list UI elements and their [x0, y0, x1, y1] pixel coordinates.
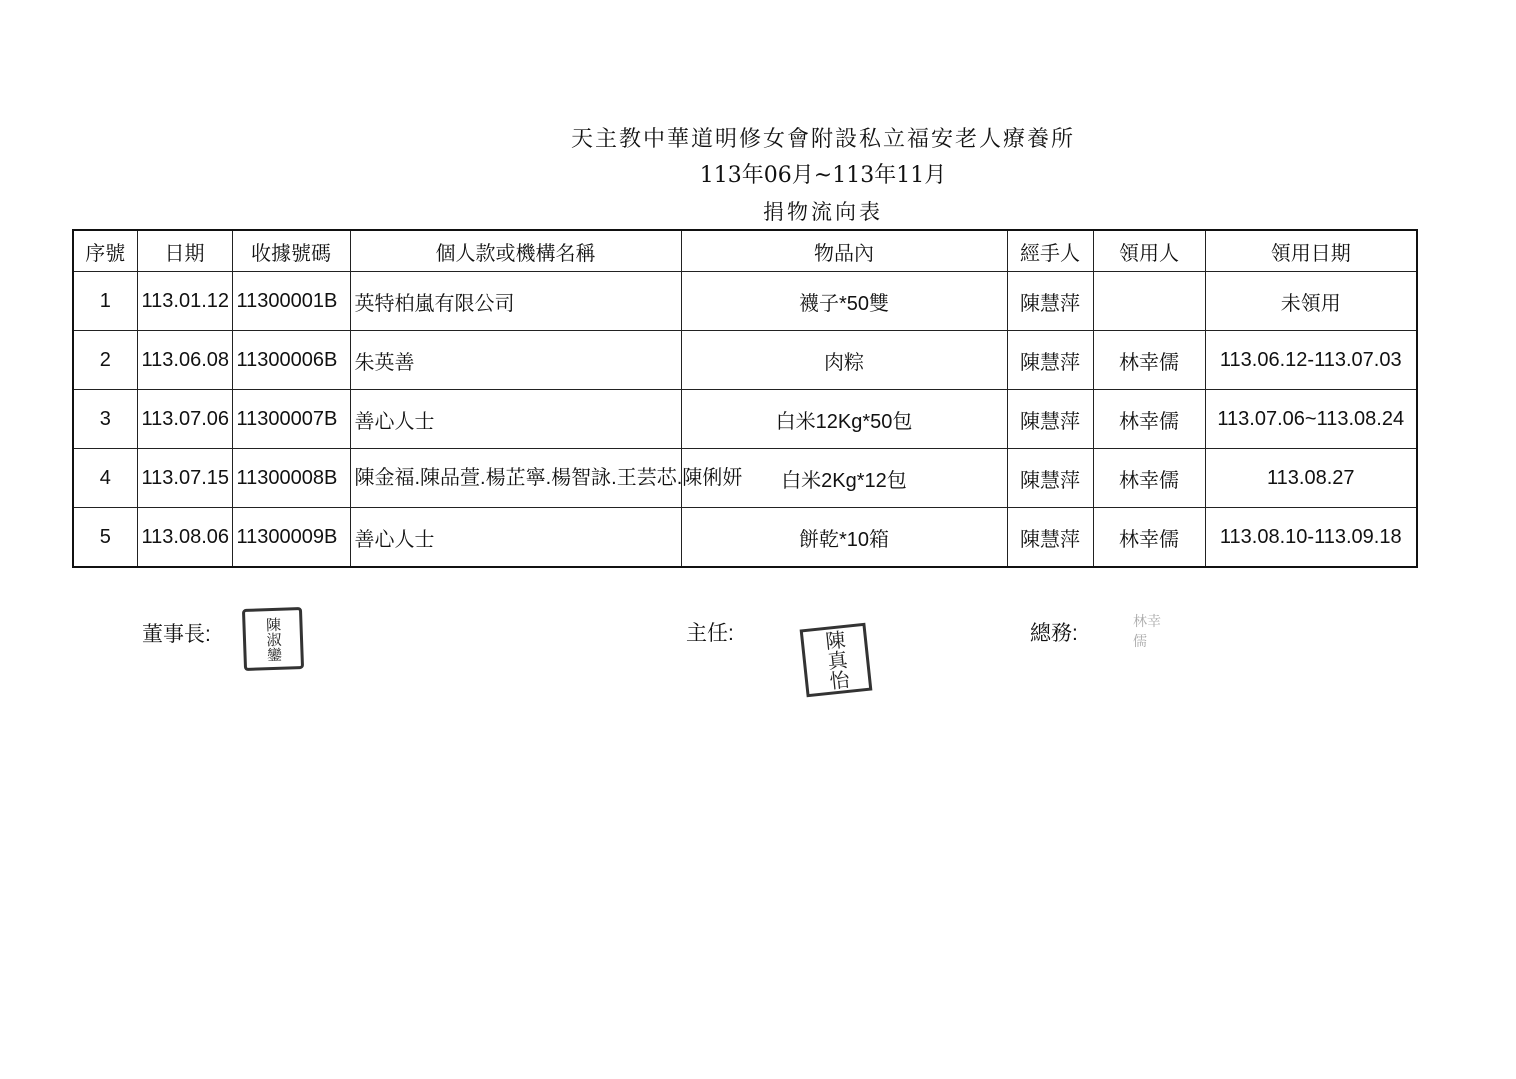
- cell-handler: 陳慧萍: [1007, 449, 1093, 508]
- cell-handler: 陳慧萍: [1007, 331, 1093, 390]
- cell-receipt-no: 11300008B: [232, 449, 350, 508]
- table-row: [73, 508, 1417, 568]
- header-donor: 個人款或機構名稱: [350, 230, 681, 272]
- cell-recipient: 林幸儒: [1093, 390, 1205, 449]
- chairman-seal: [242, 607, 304, 671]
- header-recipient: 領用人: [1093, 230, 1205, 272]
- cell-items: 白米2Kg*12包: [681, 449, 1007, 508]
- cell-items: 肉粽: [681, 331, 1007, 390]
- cell-donor: 善心人士: [350, 390, 681, 449]
- table-row: [73, 272, 1417, 331]
- cell-serial: 5: [73, 508, 137, 568]
- table-row: [73, 390, 1417, 449]
- cell-date: 113.01.12: [137, 272, 232, 331]
- chairman-seal-text: 陳淑鑾: [263, 616, 284, 662]
- cell-receipt-no: 11300006B: [232, 331, 350, 390]
- cell-usage-date: 113.08.10-113.09.18: [1205, 508, 1417, 568]
- table-header-row: [73, 230, 1417, 272]
- cell-usage-date: 未領用: [1205, 272, 1417, 331]
- cell-serial: 2: [73, 331, 137, 390]
- chairman-signature-label: 董事長:: [142, 623, 211, 646]
- cell-receipt-no: 11300007B: [232, 390, 350, 449]
- cell-handler: 陳慧萍: [1007, 508, 1093, 568]
- cell-usage-date: 113.07.06~113.08.24: [1205, 390, 1417, 449]
- cell-donor: 陳金福.陳品萱.楊芷寧.楊智詠.王芸芯.陳俐妍: [350, 449, 681, 508]
- document-period: 113年06月~113年11月: [699, 163, 947, 188]
- header-receipt-no: 收據號碼: [232, 230, 350, 272]
- cell-donor: 善心人士: [350, 508, 681, 568]
- table-row: [73, 449, 1417, 508]
- cell-items: 襪子*50雙: [681, 272, 1007, 331]
- cell-date: 113.06.08: [137, 331, 232, 390]
- director-seal-text: 陳真怡: [820, 628, 852, 692]
- cell-date: 113.08.06: [137, 508, 232, 568]
- cell-recipient: [1093, 272, 1205, 331]
- document-header: [0, 122, 1516, 230]
- header-handler: 經手人: [1007, 230, 1093, 272]
- document-title: 天主教中華道明修女會附設私立福安老人療養所: [570, 127, 1075, 152]
- director-signature-label: 主任:: [686, 622, 734, 645]
- header-usage-date: 領用日期: [1205, 230, 1417, 272]
- cell-date: 113.07.06: [137, 390, 232, 449]
- cell-date: 113.07.15: [137, 449, 232, 508]
- header-date: 日期: [137, 230, 232, 272]
- cell-receipt-no: 11300001B: [232, 272, 350, 331]
- cell-recipient: 林幸儒: [1093, 449, 1205, 508]
- cell-handler: 陳慧萍: [1007, 272, 1093, 331]
- director-seal: [800, 623, 873, 698]
- cell-handler: 陳慧萍: [1007, 390, 1093, 449]
- cell-serial: 4: [73, 449, 137, 508]
- general-affairs-signature-label: 總務:: [1030, 622, 1078, 645]
- donation-table: [72, 229, 1418, 568]
- cell-recipient: 林幸儒: [1093, 508, 1205, 568]
- cell-serial: 1: [73, 272, 137, 331]
- general-affairs-seal-text: 林幸儒: [1133, 614, 1161, 650]
- cell-usage-date: 113.06.12-113.07.03: [1205, 331, 1417, 390]
- document-subtitle: 捐物流向表: [763, 200, 883, 224]
- header-serial: 序號: [73, 230, 137, 272]
- cell-receipt-no: 11300009B: [232, 508, 350, 568]
- cell-usage-date: 113.08.27: [1205, 449, 1417, 508]
- table-row: [73, 331, 1417, 390]
- cell-recipient: 林幸儒: [1093, 331, 1205, 390]
- general-affairs-seal: [1133, 614, 1173, 650]
- cell-items: 餅乾*10箱: [681, 508, 1007, 568]
- cell-items: 白米12Kg*50包: [681, 390, 1007, 449]
- cell-donor: 英特柏嵐有限公司: [350, 272, 681, 331]
- header-items: 物品內: [681, 230, 1007, 272]
- cell-serial: 3: [73, 390, 137, 449]
- cell-donor: 朱英善: [350, 331, 681, 390]
